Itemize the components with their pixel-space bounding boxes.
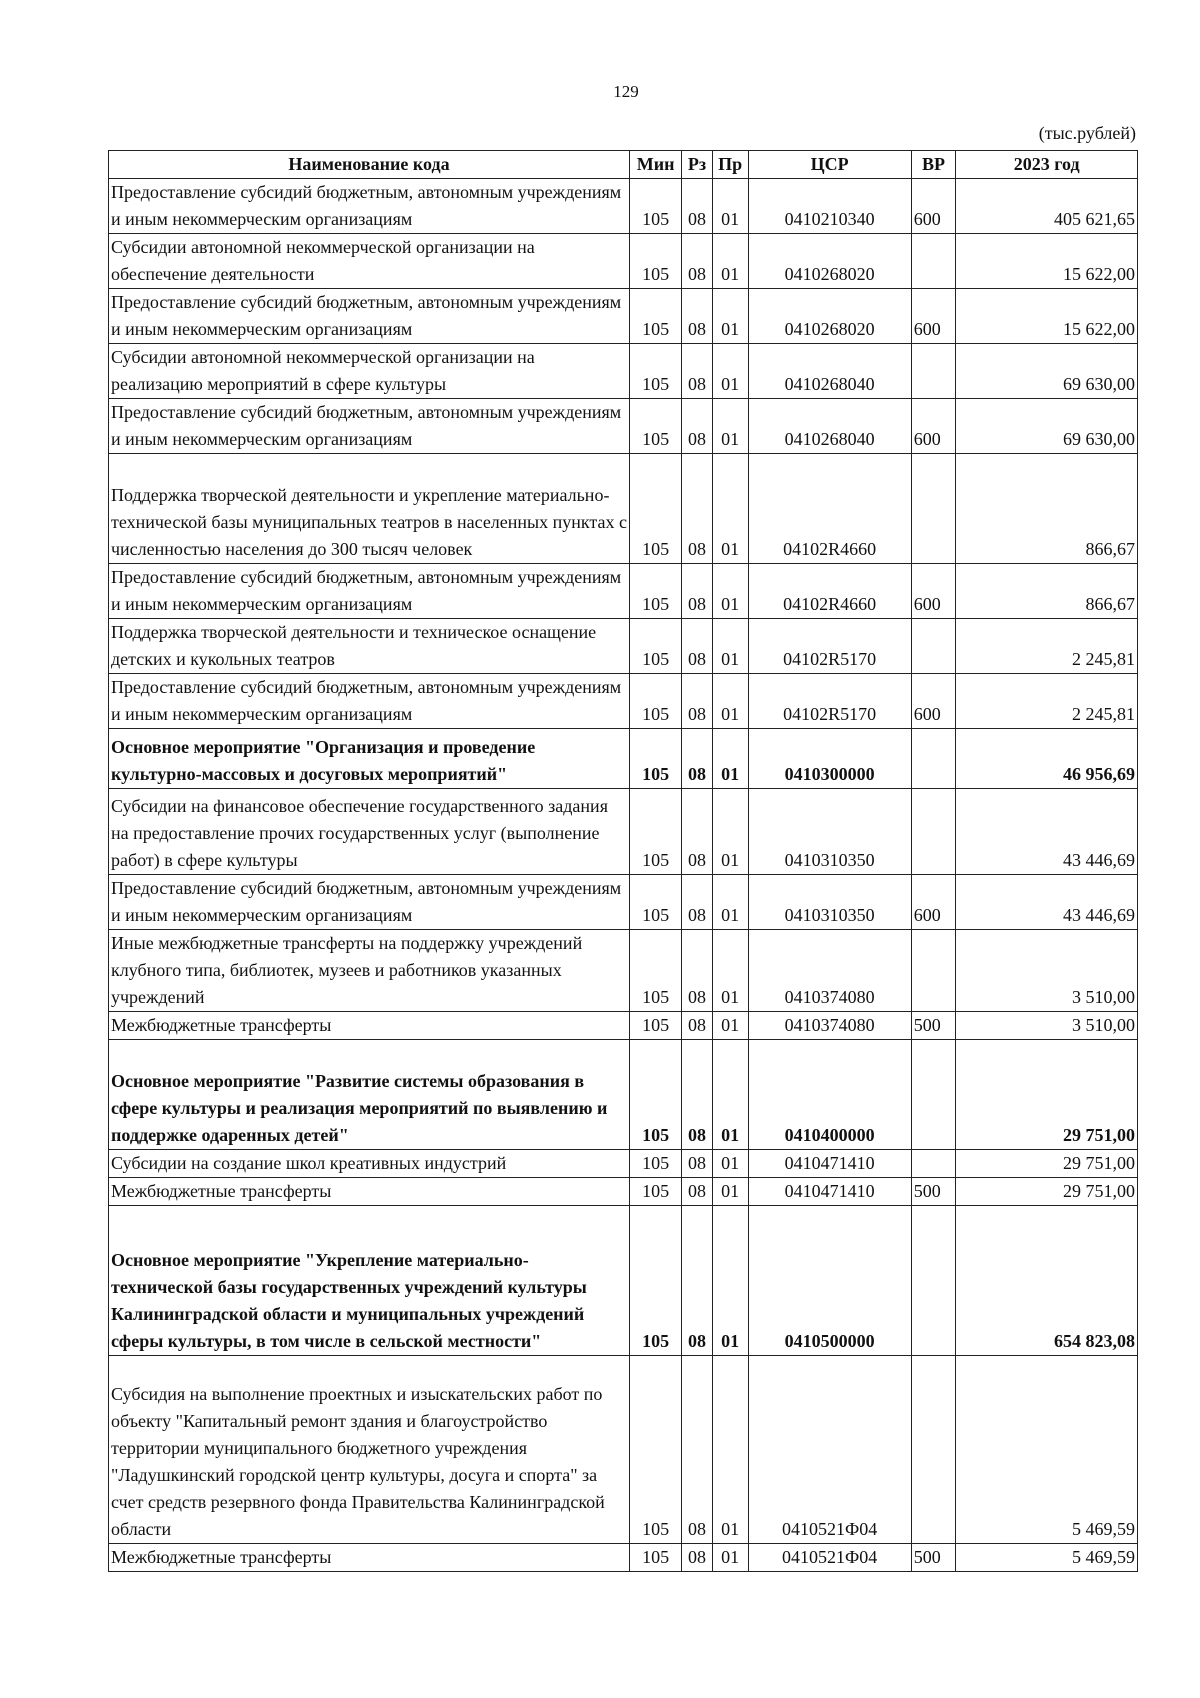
row-pr: 01 xyxy=(712,454,748,564)
row-vr xyxy=(911,619,956,674)
row-name: Межбюджетные трансферты xyxy=(109,1012,630,1040)
row-rz: 08 xyxy=(682,729,712,789)
row-vr: 600 xyxy=(911,564,956,619)
row-name: Основное мероприятие "Организация и проведение культурно-массовых и досуговых мероприятий" xyxy=(109,729,630,789)
header-rz: Рз xyxy=(682,151,712,179)
row-rz: 08 xyxy=(682,454,712,564)
header-pr: Пр xyxy=(712,151,748,179)
row-vr xyxy=(911,344,956,399)
row-csr: 0410268040 xyxy=(748,399,911,454)
row-min: 105 xyxy=(630,1040,682,1150)
row-rz: 08 xyxy=(682,564,712,619)
header-vr: ВР xyxy=(911,151,956,179)
row-csr: 0410268020 xyxy=(748,234,911,289)
budget-table xyxy=(108,150,1138,1572)
row-amount: 3 510,00 xyxy=(956,930,1138,1012)
row-amount: 2 245,81 xyxy=(956,674,1138,729)
row-amount: 43 446,69 xyxy=(956,789,1138,875)
header-csr: ЦСР xyxy=(748,151,911,179)
row-pr: 01 xyxy=(712,179,748,234)
row-min: 105 xyxy=(630,234,682,289)
row-amount: 5 469,59 xyxy=(956,1544,1138,1572)
row-csr: 0410210340 xyxy=(748,179,911,234)
row-vr: 600 xyxy=(911,674,956,729)
row-amount: 43 446,69 xyxy=(956,875,1138,930)
row-amount: 69 630,00 xyxy=(956,344,1138,399)
row-pr: 01 xyxy=(712,289,748,344)
row-min: 105 xyxy=(630,619,682,674)
row-name: Субсидии автономной некоммерческой организации на обеспечение деятельности xyxy=(109,234,630,289)
row-amount: 29 751,00 xyxy=(956,1040,1138,1150)
table-row xyxy=(109,1178,1138,1206)
row-min: 105 xyxy=(630,1178,682,1206)
row-min: 105 xyxy=(630,1012,682,1040)
row-name: Основное мероприятие "Развитие системы образования в сфере культуры и реализация мероприятий по выявлению и поддержке одаренных детей" xyxy=(109,1040,630,1150)
row-name: Субсидии автономной некоммерческой организации на реализацию мероприятий в сфере культуры xyxy=(109,344,630,399)
row-min: 105 xyxy=(630,729,682,789)
row-vr xyxy=(911,729,956,789)
row-vr xyxy=(911,1040,956,1150)
row-csr: 04102R5170 xyxy=(748,619,911,674)
row-rz: 08 xyxy=(682,1206,712,1356)
table-row xyxy=(109,1356,1138,1544)
row-min: 105 xyxy=(630,1544,682,1572)
row-csr: 0410374080 xyxy=(748,930,911,1012)
row-amount: 15 622,00 xyxy=(956,234,1138,289)
row-pr: 01 xyxy=(712,619,748,674)
row-amount: 405 621,65 xyxy=(956,179,1138,234)
row-csr: 0410310350 xyxy=(748,875,911,930)
table-row xyxy=(109,454,1138,564)
row-rz: 08 xyxy=(682,789,712,875)
row-pr: 01 xyxy=(712,1178,748,1206)
row-amount: 866,67 xyxy=(956,454,1138,564)
row-csr: 0410374080 xyxy=(748,1012,911,1040)
row-name: Субсидия на выполнение проектных и изыскательских работ по объекту "Капитальный ремонт здания и благоустройство территории муниципального бюджетного учреждения "Ладушкинский городской центр культуры, досуга и спорта" за счет средств резервного фонда Правительства Калининградской области xyxy=(109,1356,630,1544)
row-name: Межбюджетные трансферты xyxy=(109,1178,630,1206)
row-name: Иные межбюджетные трансферты на поддержку учреждений клубного типа, библиотек, музеев и работников указанных учреждений xyxy=(109,930,630,1012)
row-vr: 500 xyxy=(911,1178,956,1206)
row-min: 105 xyxy=(630,789,682,875)
row-amount: 5 469,59 xyxy=(956,1356,1138,1544)
row-rz: 08 xyxy=(682,1544,712,1572)
table-row xyxy=(109,1544,1138,1572)
row-rz: 08 xyxy=(682,179,712,234)
row-name: Предоставление субсидий бюджетным, автономным учреждениям и иным некоммерческим организациям xyxy=(109,674,630,729)
row-pr: 01 xyxy=(712,1356,748,1544)
row-amount: 866,67 xyxy=(956,564,1138,619)
row-name: Предоставление субсидий бюджетным, автономным учреждениям и иным некоммерческим организациям xyxy=(109,399,630,454)
row-csr: 0410268040 xyxy=(748,344,911,399)
row-vr: 600 xyxy=(911,289,956,344)
row-min: 105 xyxy=(630,564,682,619)
row-vr xyxy=(911,930,956,1012)
table-row xyxy=(109,179,1138,234)
row-vr: 600 xyxy=(911,875,956,930)
row-rz: 08 xyxy=(682,1356,712,1544)
row-csr: 0410521Ф04 xyxy=(748,1544,911,1572)
row-rz: 08 xyxy=(682,1178,712,1206)
row-pr: 01 xyxy=(712,1012,748,1040)
row-csr: 04102R4660 xyxy=(748,564,911,619)
row-pr: 01 xyxy=(712,1040,748,1150)
row-vr xyxy=(911,234,956,289)
row-pr: 01 xyxy=(712,1206,748,1356)
row-min: 105 xyxy=(630,344,682,399)
row-vr: 500 xyxy=(911,1012,956,1040)
page-number: 129 xyxy=(613,82,639,101)
row-min: 105 xyxy=(630,1356,682,1544)
row-amount: 2 245,81 xyxy=(956,619,1138,674)
table-row xyxy=(109,674,1138,729)
row-name: Предоставление субсидий бюджетным, автономным учреждениям и иным некоммерческим организациям xyxy=(109,179,630,234)
row-vr: 600 xyxy=(911,179,956,234)
row-pr: 01 xyxy=(712,1544,748,1572)
row-rz: 08 xyxy=(682,344,712,399)
row-name: Межбюджетные трансферты xyxy=(109,1544,630,1572)
row-amount: 29 751,00 xyxy=(956,1150,1138,1178)
row-rz: 08 xyxy=(682,930,712,1012)
table-row-main-event xyxy=(109,1040,1138,1150)
table-row xyxy=(109,289,1138,344)
row-min: 105 xyxy=(630,399,682,454)
header-year: 2023 год xyxy=(956,151,1138,179)
row-csr: 0410400000 xyxy=(748,1040,911,1150)
row-csr: 0410310350 xyxy=(748,789,911,875)
row-rz: 08 xyxy=(682,289,712,344)
table-row-main-event xyxy=(109,1206,1138,1356)
row-rz: 08 xyxy=(682,1012,712,1040)
row-pr: 01 xyxy=(712,399,748,454)
header-name: Наименование кода xyxy=(109,151,630,179)
table-row xyxy=(109,930,1138,1012)
row-min: 105 xyxy=(630,930,682,1012)
row-csr: 0410268020 xyxy=(748,289,911,344)
row-amount: 69 630,00 xyxy=(956,399,1138,454)
table-row xyxy=(109,344,1138,399)
row-amount: 15 622,00 xyxy=(956,289,1138,344)
row-pr: 01 xyxy=(712,729,748,789)
row-vr xyxy=(911,454,956,564)
row-rz: 08 xyxy=(682,674,712,729)
row-name: Предоставление субсидий бюджетным, автономным учреждениям и иным некоммерческим организациям xyxy=(109,289,630,344)
row-min: 105 xyxy=(630,179,682,234)
table-row xyxy=(109,564,1138,619)
row-rz: 08 xyxy=(682,1040,712,1150)
row-min: 105 xyxy=(630,1206,682,1356)
row-amount: 46 956,69 xyxy=(956,729,1138,789)
row-pr: 01 xyxy=(712,234,748,289)
table-row xyxy=(109,399,1138,454)
row-csr: 04102R4660 xyxy=(748,454,911,564)
row-vr xyxy=(911,1206,956,1356)
table-row xyxy=(109,789,1138,875)
row-csr: 0410521Ф04 xyxy=(748,1356,911,1544)
row-pr: 01 xyxy=(712,875,748,930)
row-rz: 08 xyxy=(682,619,712,674)
table-row-main-event xyxy=(109,729,1138,789)
row-csr: 04102R5170 xyxy=(748,674,911,729)
row-pr: 01 xyxy=(712,674,748,729)
row-csr: 0410500000 xyxy=(748,1206,911,1356)
row-min: 105 xyxy=(630,289,682,344)
row-vr xyxy=(911,1150,956,1178)
row-csr: 0410471410 xyxy=(748,1178,911,1206)
row-name: Субсидии на создание школ креативных индустрий xyxy=(109,1150,630,1178)
row-rz: 08 xyxy=(682,234,712,289)
row-pr: 01 xyxy=(712,564,748,619)
row-min: 105 xyxy=(630,454,682,564)
row-pr: 01 xyxy=(712,789,748,875)
row-min: 105 xyxy=(630,875,682,930)
row-name: Основное мероприятие "Укрепление материально-технической базы государственных учреждений культуры Калининградской области и муниципальных учреждений сферы культуры, в том числе в сельской местности" xyxy=(109,1206,630,1356)
header-min: Мин xyxy=(630,151,682,179)
row-rz: 08 xyxy=(682,875,712,930)
row-amount: 29 751,00 xyxy=(956,1178,1138,1206)
row-name: Поддержка творческой деятельности и техническое оснащение детских и кукольных театров xyxy=(109,619,630,674)
row-name: Предоставление субсидий бюджетным, автономным учреждениям и иным некоммерческим организациям xyxy=(109,875,630,930)
table-row xyxy=(109,619,1138,674)
row-csr: 0410471410 xyxy=(748,1150,911,1178)
row-csr: 0410300000 xyxy=(748,729,911,789)
table-row xyxy=(109,875,1138,930)
row-vr xyxy=(911,1356,956,1544)
row-name: Предоставление субсидий бюджетным, автономным учреждениям и иным некоммерческим организациям xyxy=(109,564,630,619)
row-amount: 654 823,08 xyxy=(956,1206,1138,1356)
row-name: Поддержка творческой деятельности и укрепление материально-технической базы муниципальных театров в населенных пунктах с численностью населения до 300 тысяч человек xyxy=(109,454,630,564)
table-header-row xyxy=(109,151,1138,179)
row-min: 105 xyxy=(630,1150,682,1178)
table-row xyxy=(109,234,1138,289)
row-pr: 01 xyxy=(712,930,748,1012)
units-label: (тыс.рублей) xyxy=(1038,123,1136,143)
row-rz: 08 xyxy=(682,1150,712,1178)
row-pr: 01 xyxy=(712,344,748,399)
row-vr: 500 xyxy=(911,1544,956,1572)
row-rz: 08 xyxy=(682,399,712,454)
table-row xyxy=(109,1150,1138,1178)
row-vr xyxy=(911,789,956,875)
row-name: Субсидии на финансовое обеспечение государственного задания на предоставление прочих государственных услуг (выполнение работ) в сфере культуры xyxy=(109,789,630,875)
row-amount: 3 510,00 xyxy=(956,1012,1138,1040)
row-min: 105 xyxy=(630,674,682,729)
table-row xyxy=(109,1012,1138,1040)
row-pr: 01 xyxy=(712,1150,748,1178)
row-vr: 600 xyxy=(911,399,956,454)
